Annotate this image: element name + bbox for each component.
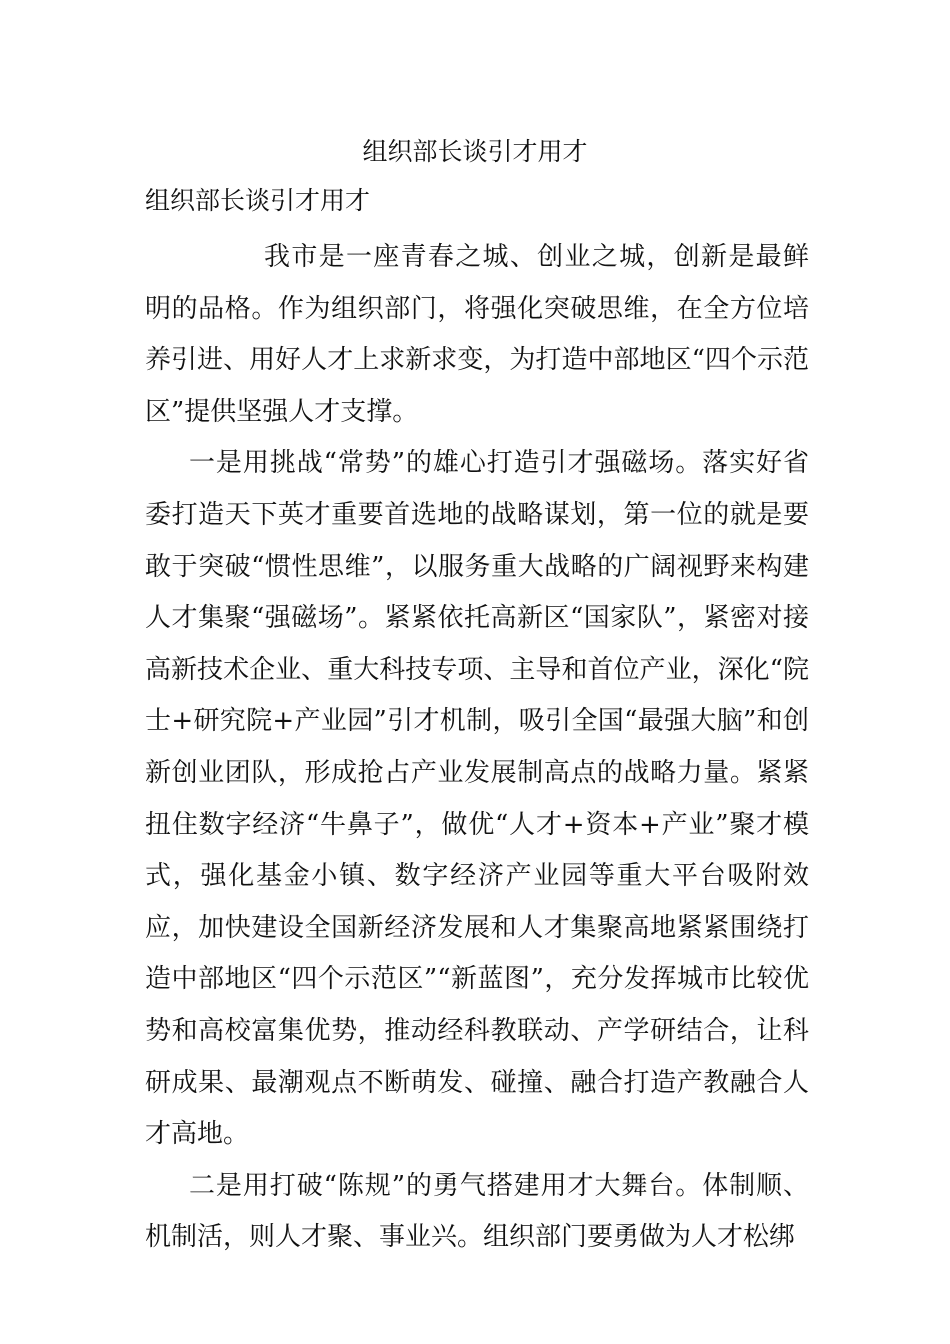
paragraph-point-one: 一是用挑战“常势”的雄心打造引才强磁场。落实好省委打造天下英才重要首选地的战略谋划，第一位的就是要敢于突破“惯性思维”，以服务重大战略的广阔视野来构建人才集聚“强磁场”。紧紧依托高新区“国家队”，紧密对接高新技术企业、重大科技专项、主导和首位产业，深化“院士+研究院+产业园”引才机制，吸引全国“最强大脑”和创新创业团队，形成抢占产业发展制高点的战略力量。紧紧扭住数字经济“牛鼻子”，做优“人才+资本+产业”聚才模式，强化基金小镇、数字经济产业园等重大平台吸附效应，加快建设全国新经济发展和人才集聚高地紧紧围绕打造中部地区“四个示范区”“新蓝图”，充分发挥城市比较优势和高校富集优势，推动经科教联动、产学研结合，让科研成果、最潮观点不断萌发、碰撞、融合打造产教融合人才高地。 bbox=[145, 448, 809, 1150]
paragraph-intro: 我市是一座青春之城、创业之城，创新是最鲜明的品格。作为组织部门，将强化突破思维，在全方位培养引进、用好人才上求新求变，为打造中部地区“四个示范区”提供坚强人才支撑。 bbox=[145, 242, 809, 427]
document-title: 组织部长谈引才用才 bbox=[362, 137, 588, 166]
document-body bbox=[145, 232, 809, 1264]
document-subtitle: 组织部长谈引才用才 bbox=[145, 186, 371, 215]
paragraph-point-two: 二是用打破“陈规”的勇气搭建用才大舞台。体制顺、机制活，则人才聚、事业兴。组织部门要勇做为人才松绑 bbox=[145, 1170, 809, 1253]
